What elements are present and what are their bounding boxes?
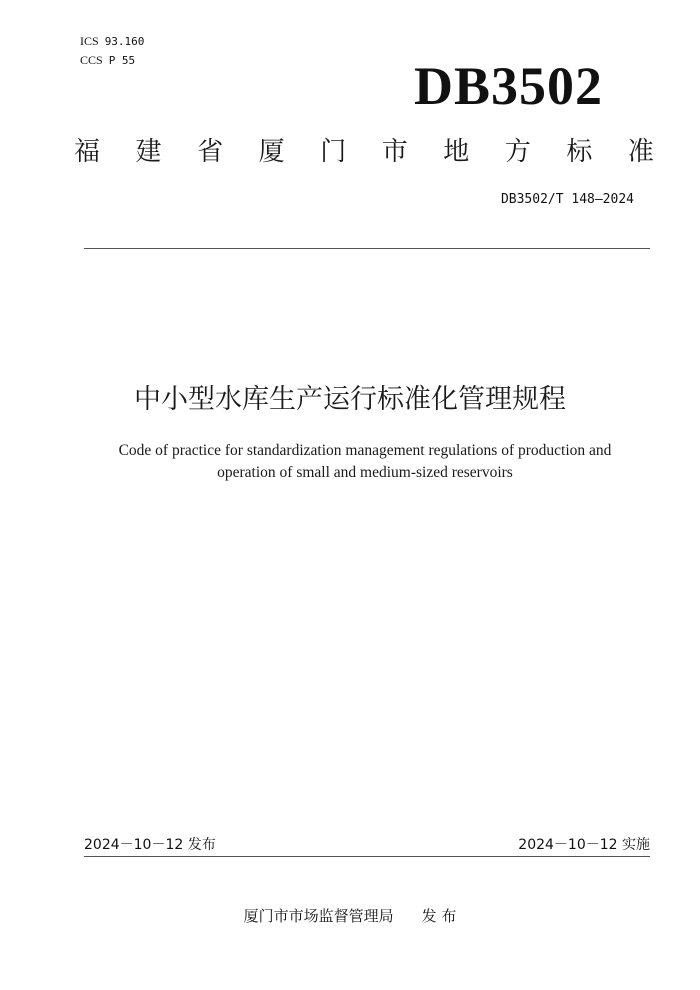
- region-char: 建: [135, 137, 162, 167]
- bottom-divider: [84, 856, 650, 857]
- ccs-code: [80, 51, 144, 70]
- region-char: 市: [381, 137, 408, 167]
- implementation-date: 2024－10－12 实施: [518, 837, 650, 853]
- standard-number: DB3502/T 148—2024: [500, 192, 634, 207]
- issuer-line: [0, 905, 700, 926]
- region-char: 标: [566, 137, 593, 167]
- region-char: 福: [74, 137, 101, 167]
- region-char: 准: [627, 137, 654, 167]
- db-logo: DB3502: [413, 56, 603, 116]
- title-chinese: 中小型水库生产运行标准化管理规程: [134, 384, 566, 415]
- classification-codes: [80, 32, 144, 70]
- issuer-action: 发 布: [421, 907, 457, 925]
- ics-value: 93.160: [104, 35, 145, 48]
- region-standard-heading: [74, 134, 654, 170]
- ics-code: [80, 32, 144, 51]
- issuer-name: 厦门市市场监督管理局: [243, 907, 394, 925]
- ics-label: ICS: [80, 34, 99, 48]
- issue-date: 2024－10－12 发布: [84, 837, 216, 853]
- top-divider: [84, 248, 650, 249]
- region-char: 地: [443, 137, 470, 167]
- ccs-value: P 55: [108, 54, 136, 67]
- title-english: Code of practice for standardization management regulations of production and operation of small and medium-sized reservoirs: [118, 442, 612, 481]
- ccs-label: CCS: [80, 53, 103, 67]
- region-char: 门: [320, 137, 347, 167]
- region-char: 省: [197, 137, 224, 167]
- region-char: 厦: [258, 137, 285, 167]
- region-char: 方: [504, 137, 531, 167]
